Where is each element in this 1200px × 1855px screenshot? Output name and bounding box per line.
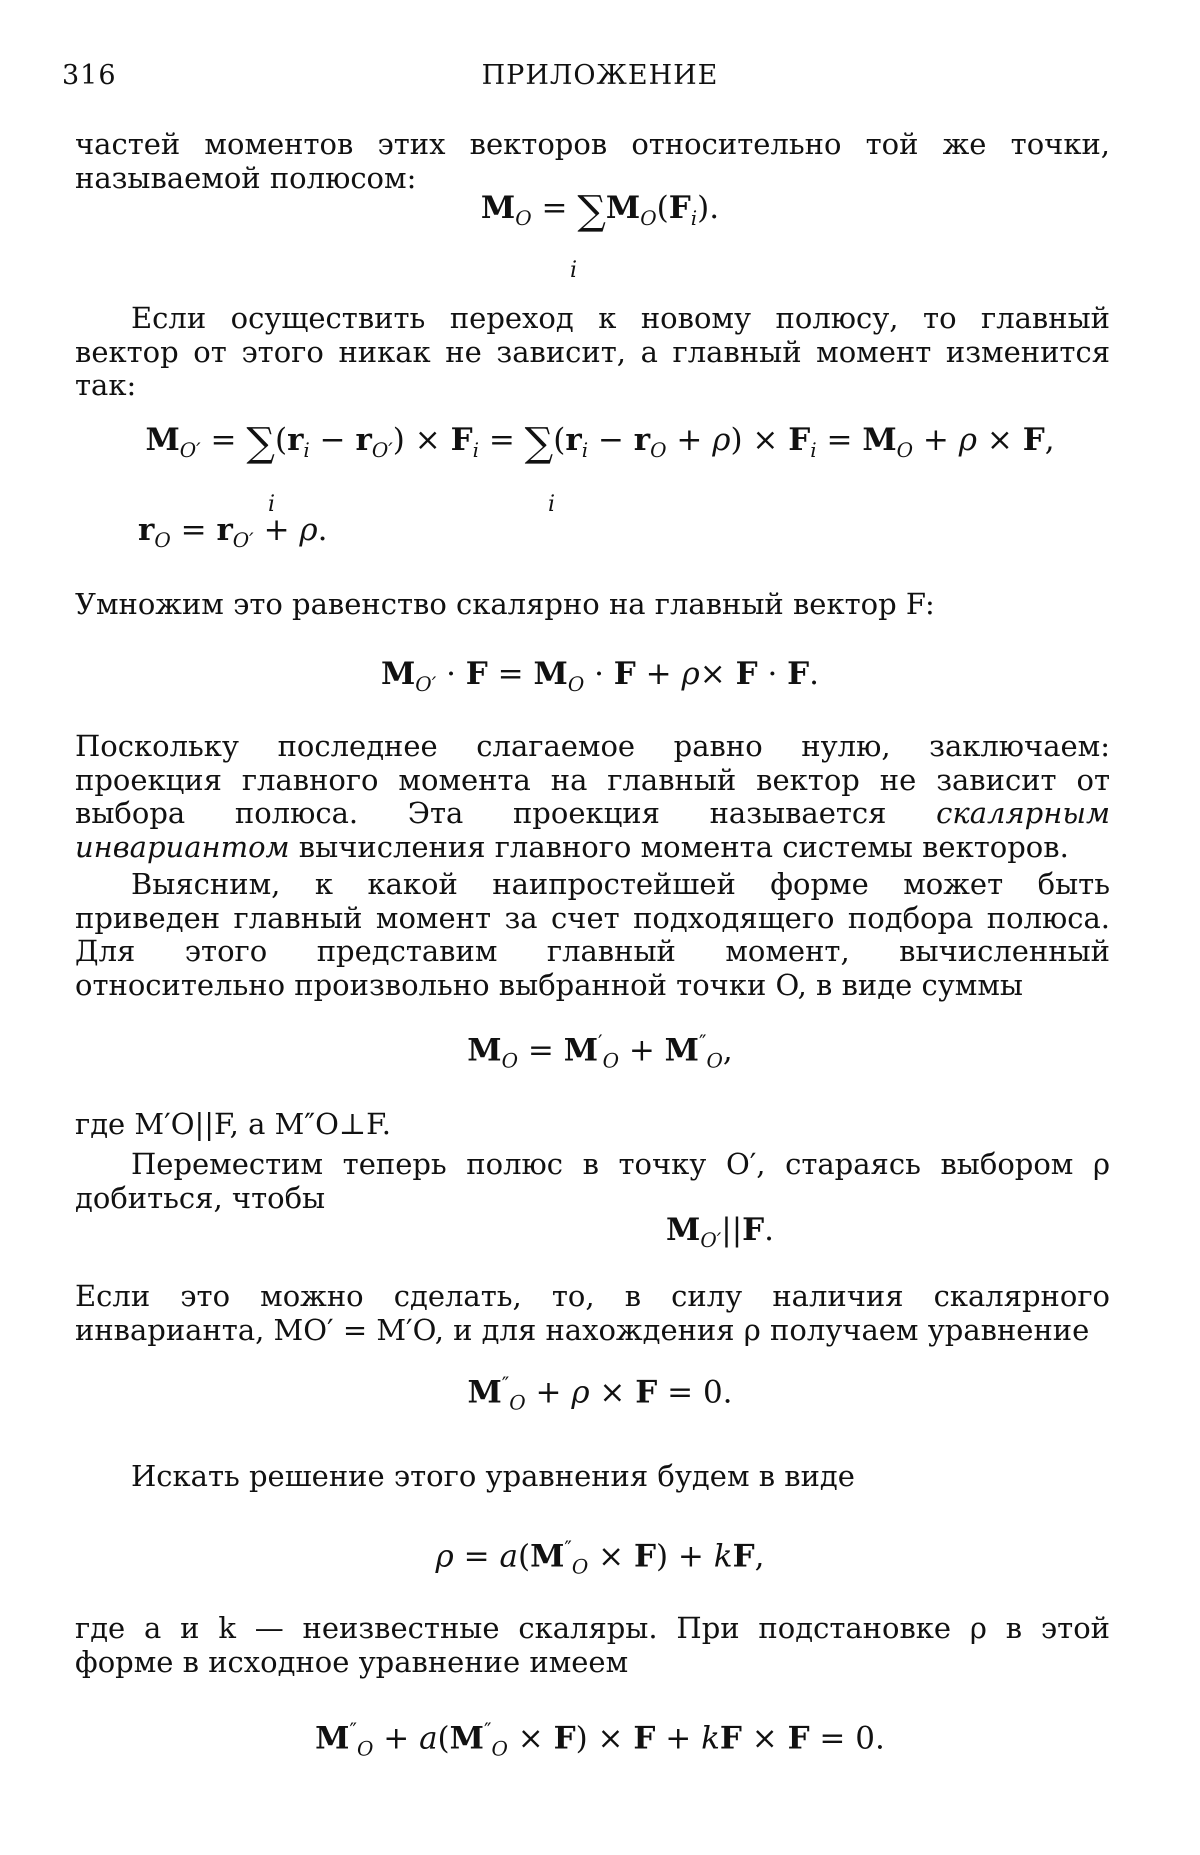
paragraph-5: Выясним, к какой наипростейшей форме может быть приведен главный момент за счет подходящего подбора полюса. Для этого представим главный момент, вычисленный относительно произвольно выбранной точки O, в виде суммы xyxy=(75,867,1110,1002)
sum-index: i xyxy=(548,492,556,517)
emphasis-term: скалярным инвариантом xyxy=(75,796,1110,864)
page-number: 316 xyxy=(62,60,117,91)
equation-7: $\rho = a(M''_O \times F)$ + kF, xyxy=(435,1536,765,1579)
equation-2b: $r_O = r_{O'} + \rho$. xyxy=(138,512,328,553)
paragraph-7: Переместим теперь полюс в точку O′, стараясь выбором ρ добиться, чтобы xyxy=(75,1147,1110,1215)
sum-index: i xyxy=(268,492,276,517)
equation-2: $M_{O'} = \sum(r_i - r_{O'}) \times F_i = \sum(r_i - r_O + \rho) \times F_i = M_O + \rho \times F$, xyxy=(145,420,1055,466)
running-head: ПРИЛОЖЕНИЕ xyxy=(481,60,719,91)
paragraph-6: где M′O||F, а M″O⊥F. xyxy=(75,1107,391,1141)
equation-3: $M_{O'} \cdot F = M_O \cdot F + \rho\times F \cdot F$. xyxy=(380,656,820,697)
paragraph-8: Если это можно сделать, то, в силу наличия скалярного инварианта, MO′ = M′O, и для нахождения ρ получаем уравнение xyxy=(75,1279,1110,1347)
equation-6: $M''_O + \rho \times F = 0$. xyxy=(467,1372,733,1415)
paragraph-2: Если осуществить переход к новому полюсу, то главный вектор от этого никак не зависит, а главный момент изменится так: xyxy=(75,301,1110,402)
equation-4: $M_O = M'_O + M''_O$, xyxy=(467,1030,733,1073)
paragraph-3: Умножим это равенство скалярно на главный вектор F: xyxy=(75,587,935,621)
equation-1: $M_O = \sum M_O(F_i)$. xyxy=(480,188,720,234)
paragraph-9: Искать решение этого уравнения будем в виде xyxy=(131,1459,855,1493)
paragraph-4: Поскольку последнее слагаемое равно нулю, заключаем: проекция главного момента на главный вектор не зависит от выбора полюса. Эта проекция называется скалярным инвариантом вычисления главного момента системы векторов. xyxy=(75,729,1110,864)
sum-index: i xyxy=(570,258,578,283)
paragraph-10: где a и k — неизвестные скаляры. При подстановке ρ в этой форме в исходное уравнение имеем xyxy=(75,1611,1110,1679)
paragraph-1: частей моментов этих векторов относительно той же точки, называемой полюсом: xyxy=(75,127,1110,195)
equation-8: $M''_O + a(M''_O \times F) \times F$ + kF × F = 0. xyxy=(315,1718,885,1761)
equation-5: $M_{O'}||F$. xyxy=(665,1212,775,1253)
